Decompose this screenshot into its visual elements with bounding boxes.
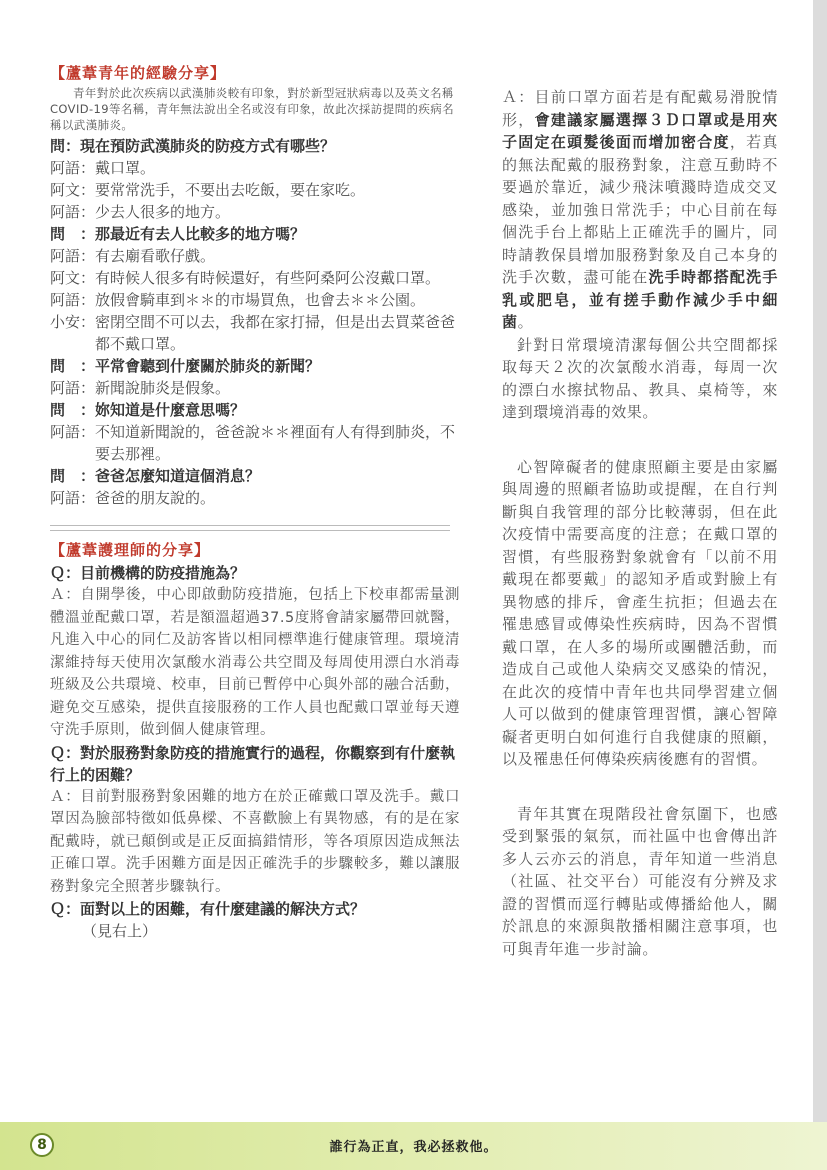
- speaker-label: 阿語：: [50, 291, 96, 309]
- dialogue-text: 有時候人很多有時候還好，有些阿桑阿公沒戴口罩。: [95, 269, 441, 287]
- interview-answer: [50, 487, 460, 509]
- right-column: [502, 86, 778, 960]
- dialogue-text: 有去廟看歌仔戲。: [95, 247, 216, 265]
- answer-3: Ａ：目前口罩方面若是有配戴易滑脫情形，會建議家屬選擇３Ｄ口罩或是用夾子固定在頭髮後面而增加密合度，若真的無法配戴的服務對象，注意互動時不要過於靠近，減少飛沫噴濺時造成交叉感染，並加強日常洗手；中心目前在每個洗手台上都貼上正確洗手的圖片，同時請教保員增加服務對象及自己本身的洗手次數，盡可能在洗手時都搭配洗手乳或肥皂，並有搓手動作減少手中細菌。: [502, 88, 778, 331]
- youth-section-title: 【蘆葦青年的經驗分享】: [50, 64, 227, 82]
- interview-answer: [50, 179, 460, 201]
- footer-band: [0, 1122, 827, 1170]
- dialogue-text: 密閉空間不可以去，我都在家打掃，但是出去買菜爸爸都不戴口罩。: [95, 313, 456, 353]
- interview-question: [50, 355, 460, 377]
- question-3: Ｑ：面對以上的困難，有什麼建議的解決方式？: [50, 900, 366, 918]
- margin-strip: [813, 0, 827, 1122]
- dialogue-text: 不知道新聞說的，爸爸說＊＊裡面有人有得到肺炎，不要去那裡。: [95, 423, 456, 463]
- cleaning-paragraph: 針對日常環境清潔每個公共空間都採取每天２次的次氯酸水消毒，每周一次的漂白水擦拭物品、教具、桌椅等，來達到環境消毒的效果。: [502, 335, 778, 421]
- interview-answer: [50, 289, 460, 311]
- dialogue-text: 平常會聽到什麼關於肺炎的新聞？: [95, 357, 321, 375]
- dialogue-text: 現在預防武漢肺炎的防疫方式有哪些？: [80, 137, 336, 155]
- interview-question: [50, 135, 460, 157]
- interview-answer: [50, 421, 460, 465]
- dialogue-text: 爸爸的朋友說的。: [95, 489, 216, 507]
- dialogue-text: 放假會騎車到＊＊的市場買魚，也會去＊＊公園。: [95, 291, 426, 309]
- dialogue-text: 戴口罩。: [95, 159, 156, 177]
- interview-answer: [50, 377, 460, 399]
- dialogue-text: 要常常洗手，不要出去吃飯，要在家吃。: [95, 181, 366, 199]
- speaker-label: 小安：: [50, 313, 96, 331]
- answer-1: Ａ：自開學後，中心即啟動防疫措施，包括上下校車都需量測體溫並配戴口罩，若是額溫超過37.5度將會請家屬帶回就醫，凡進入中心的同仁及訪客皆以相同標準進行健康管理。環境清潔維持每天使用次氯酸水消毒公共空間及每周使用漂白水消毒班級及公共環境、校車，目前已暫停中心與外部的融合活動，避免交互感染，提供直接服務的工作人員也配戴口罩並每天遵守洗手原則，做到個人健康管理。: [50, 587, 460, 738]
- youth-intro: 青年對於此次疾病以武漢肺炎較有印象，對於新型冠狀病毒以及英文名稱COVID-19等名稱，青年無法說出全名或沒有印象，故此次採訪提問的疾病名稱以武漢肺炎。: [50, 86, 455, 132]
- question-2: Ｑ：對於服務對象防疫的措施實行的過程，你觀察到有什麼執行上的困難？: [50, 743, 456, 784]
- dialogue-text: 新聞說肺炎是假象。: [95, 379, 231, 397]
- speaker-label: 阿語：: [50, 203, 96, 221]
- youth-information-paragraph: 青年其實在現階段社會氛圍下，也感受到緊張的氣氛，而社區中也會傳出許多人云亦云的消息，青年知道一些消息（社區、社交平台）可能沒有分辨及求證的習慣而逕行轉貼或傳播給他人，關於訊息的來源與散播相關注意事項，也可與青年進一步討論。: [502, 804, 778, 958]
- speaker-label: 阿語：: [50, 247, 96, 265]
- left-column: [50, 62, 460, 942]
- page-number: 8: [30, 1133, 54, 1157]
- interview-question: [50, 465, 460, 487]
- speaker-label: 問 ：: [50, 357, 96, 375]
- speaker-label: 問 ：: [50, 401, 96, 419]
- nurse-section-title: 【蘆葦護理師的分享】: [50, 541, 211, 559]
- see-upper-right-note: （見右上）: [82, 922, 158, 940]
- interview-answer: [50, 157, 460, 179]
- speaker-label: 問：: [50, 137, 81, 155]
- speaker-label: 問 ：: [50, 467, 96, 485]
- interview-answer: [50, 267, 460, 289]
- speaker-label: 阿語：: [50, 159, 96, 177]
- answer-2: Ａ：目前對服務對象困難的地方在於正確戴口罩及洗手。戴口罩因為臉部特徵如低鼻樑、不喜歡臉上有異物感，有的是在家配戴時，就已顛倒或是正反面搞錯情形，等各項原因造成無法正確口罩。洗手困難方面是因正確洗手的步驟較多，難以讓服務對象完全照著步驟執行。: [50, 788, 460, 895]
- footer-motto: 誰行為正直，我必拯救他。: [329, 1140, 498, 1155]
- interview-answer: [50, 311, 460, 355]
- speaker-label: 阿文：: [50, 181, 96, 199]
- section-divider: [50, 525, 450, 531]
- question-1: Ｑ：目前機構的防疫措施為？: [50, 564, 246, 582]
- interview-dialogue: [50, 135, 460, 509]
- interview-question: [50, 399, 460, 421]
- interview-answer: [50, 245, 460, 267]
- speaker-label: 阿語：: [50, 423, 96, 441]
- interview-question: [50, 223, 460, 245]
- speaker-label: 阿語：: [50, 489, 96, 507]
- speaker-label: 問 ：: [50, 225, 96, 243]
- interview-answer: [50, 201, 460, 223]
- speaker-label: 阿語：: [50, 379, 96, 397]
- emphasis-mask-tip: 會建議家屬選擇３Ｄ口罩或是用夾子固定在頭髮後面而增加密合度: [502, 110, 778, 151]
- dialogue-text: 那最近有去人比較多的地方嗎？: [95, 225, 306, 243]
- dialogue-text: 少去人很多的地方。: [95, 203, 231, 221]
- dialogue-text: 妳知道是什麼意思嗎？: [95, 401, 246, 419]
- health-care-paragraph: 心智障礙者的健康照顧主要是由家屬與周邊的照顧者協助或提醒，在自行判斷與自我管理的部分比較薄弱，但在此次疫情中需要高度的注意；在戴口罩的習慣，有些服務對象就會有「以前不用戴現在都要戴」的認知矛盾或對臉上有異物感的排斥，會產生抗拒；但過去在罹患感冒或傳染性疾病時，因為不習慣戴口罩，在人多的場所或團體活動，而造成自己或他人染病交叉感染的情況，在此次的疫情中青年也共同學習建立個人可以做到的健康管理習慣，讓心智障礙者更明白如何進行自我健康的照顧，以及罹患任何傳染疾病後應有的習慣。: [502, 457, 778, 768]
- speaker-label: 阿文：: [50, 269, 96, 287]
- emphasis-handwash-tip: 洗手時都搭配洗手乳或肥皂，並有搓手動作減少手中細菌: [502, 268, 778, 331]
- dialogue-text: 爸爸怎麼知道這個消息？: [95, 467, 261, 485]
